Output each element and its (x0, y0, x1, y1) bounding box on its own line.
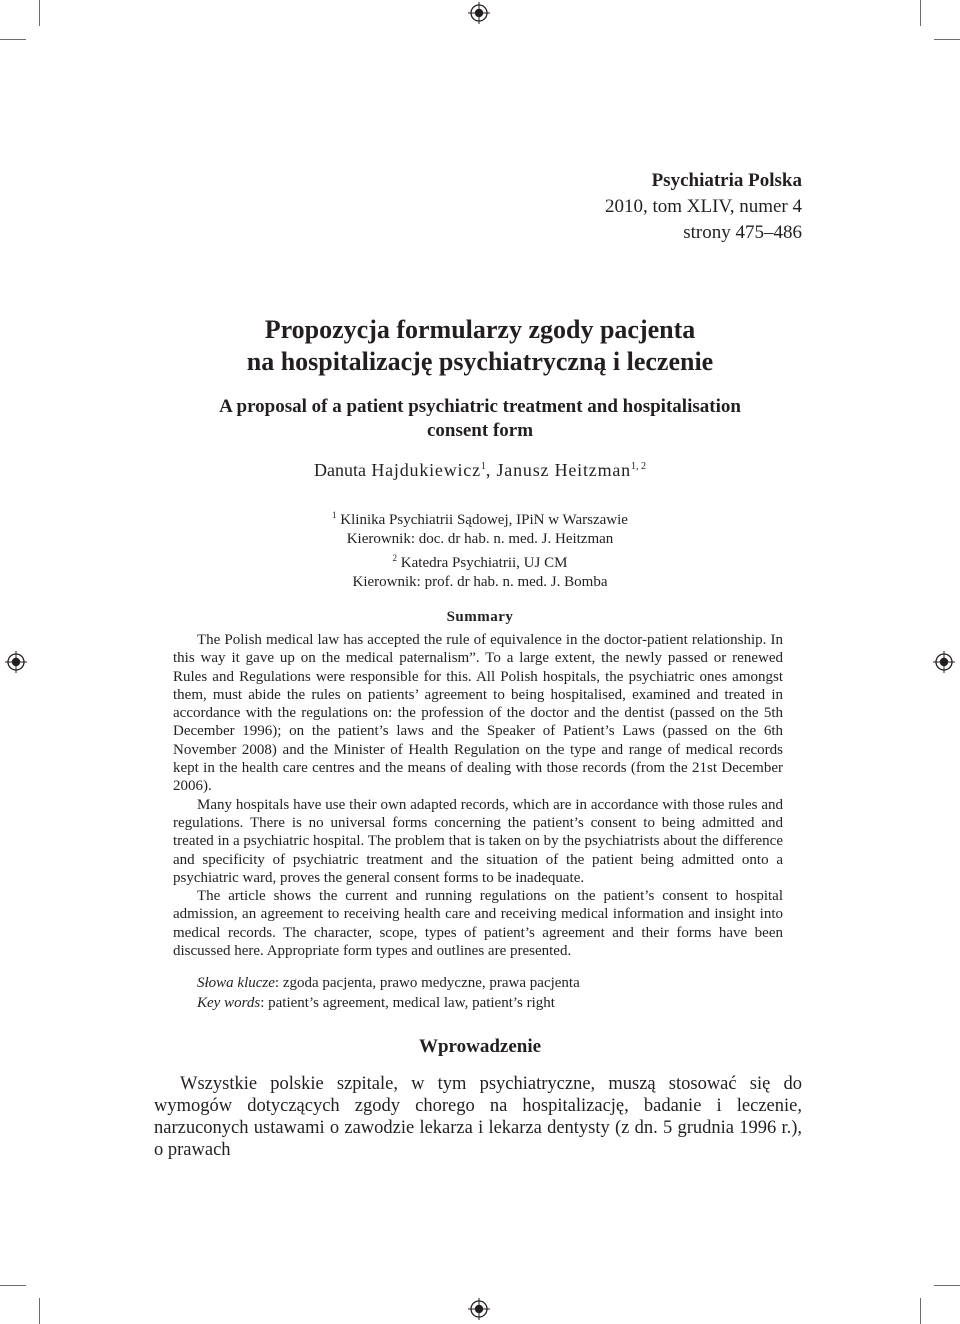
keywords-pl (197, 975, 797, 992)
registration-mark-icon (933, 651, 955, 673)
author-first-name: Danuta (314, 460, 367, 480)
summary-paragraph: Many hospitals have use their own adapted records, which are in accordance with those rules and regulations. There is no universal forms concerning the patient’s consent to being admitted and treated in a psychiatric hospital. The problem that is taken on by the psychiatrists about the difference and specificity of psychiatric treatment and the situation of the patient being admitted onto a psychiatric ward, proves the general consent forms to be inadequate. (173, 796, 783, 886)
registration-mark-icon (468, 2, 490, 24)
keywords-pl-value: : zgoda pacjenta, prawo medyczne, prawa pacjenta (274, 975, 580, 991)
author-last-name: Hajdukiewicz (371, 460, 481, 480)
affiliation-1-head: Kierownik: doc. dr hab. n. med. J. Heitzman (346, 531, 614, 547)
keywords-en-label: Key words (197, 995, 261, 1011)
journal-header (605, 168, 802, 246)
english-title-line1: A proposal of a patient psychiatric treatment and hospitalisation (219, 396, 741, 417)
introduction-paragraph: Wszystkie polskie szpitale, w tym psychiatryczne, muszą stosować się do wymogów dotyczących zgody chorego na hospitalizację, badanie i leczenie, narzuconych ustawami o zawodzie lekarza i lekarza dentysty (z dn. 5 grudnia 1996 r.), o prawach (154, 1074, 802, 1160)
author-name: Janusz Heitzman (496, 460, 631, 480)
keywords-pl-label: Słowa klucze (197, 975, 275, 991)
author-separator: , (485, 460, 497, 480)
introduction-heading: Wprowadzenie (418, 1036, 542, 1057)
author-sup: 1, 2 (630, 461, 646, 472)
crop-mark-top-right-h (934, 39, 960, 40)
keywords-en (197, 995, 797, 1012)
english-title-line2: consent form (426, 420, 534, 441)
affiliation-name: Klinika Psychiatrii Sądowej, IPiN w Warszawie (340, 512, 628, 528)
journal-pages: strony 475–486 (683, 222, 802, 243)
affiliations (150, 506, 810, 592)
introduction-body (154, 1073, 802, 1161)
summary-body (173, 631, 783, 960)
english-title (150, 395, 810, 443)
article-title-line2: na hospitalizację psychiatryczną i leczenie (246, 347, 714, 376)
affiliation-sup: 1 (332, 510, 337, 520)
affiliation-2 (150, 549, 810, 573)
registration-mark-icon (468, 1298, 490, 1320)
summary-heading: Summary (446, 609, 514, 625)
affiliation-sup: 2 (392, 553, 398, 563)
crop-mark-top-left-h (0, 39, 26, 40)
journal-name: Psychiatria Polska (651, 170, 802, 191)
summary-paragraph: The Polish medical law has accepted the rule of equivalence in the doctor-patient relationship. In this way it gave up on the medical paternalism”. To a large extent, the newly passed or renewed Rules and Regulations were responsible for this. All Polish hospitals, the psychiatric ones amongst them, must abide the rules on patients’ agreement to being hospitalised, examined and treated in accordance with the regulations on: the profession of the doctor and the dentist (passed on the 5th December 1996); on the patient’s laws and the Speaker of Patient’s Laws (passed on the 6th November 2008) and the Minister of Health Regulation on the type and range of medical records kept in the health care centres and the means of dealing with those records (from the 21st December 2006). (173, 632, 783, 795)
article-title (150, 314, 810, 378)
registration-mark-icon (5, 651, 27, 673)
keywords-en-value: : patient’s agreement, medical law, patient’s right (260, 995, 555, 1011)
author-sup: 1 (480, 461, 486, 472)
crop-mark-bottom-right-v (920, 1298, 921, 1324)
crop-mark-bottom-left-h (0, 1285, 26, 1286)
crop-mark-bottom-right-h (934, 1285, 960, 1286)
journal-volume: 2010, tom XLIV, numer 4 (604, 196, 802, 217)
article-title-line1: Propozycja formularzy zgody pacjenta (264, 315, 696, 344)
affiliation-2-head: Kierownik: prof. dr hab. n. med. J. Bomba (352, 574, 608, 590)
affiliation-1 (150, 506, 810, 530)
crop-mark-bottom-left-v (39, 1298, 40, 1324)
summary-paragraph: The article shows the current and running regulations on the patient’s consent to hospital admission, an agreement to receiving health care and receiving medical information and insight into medical records. The character, scope, types of patient’s agreement and their forms have been discussed here. Appropriate form types and outlines are presented. (173, 888, 783, 960)
crop-mark-top-left-v (39, 0, 40, 26)
crop-mark-top-right-v (920, 0, 921, 26)
affiliation-name: Katedra Psychiatrii, UJ CM (400, 555, 568, 571)
authors (150, 460, 810, 481)
